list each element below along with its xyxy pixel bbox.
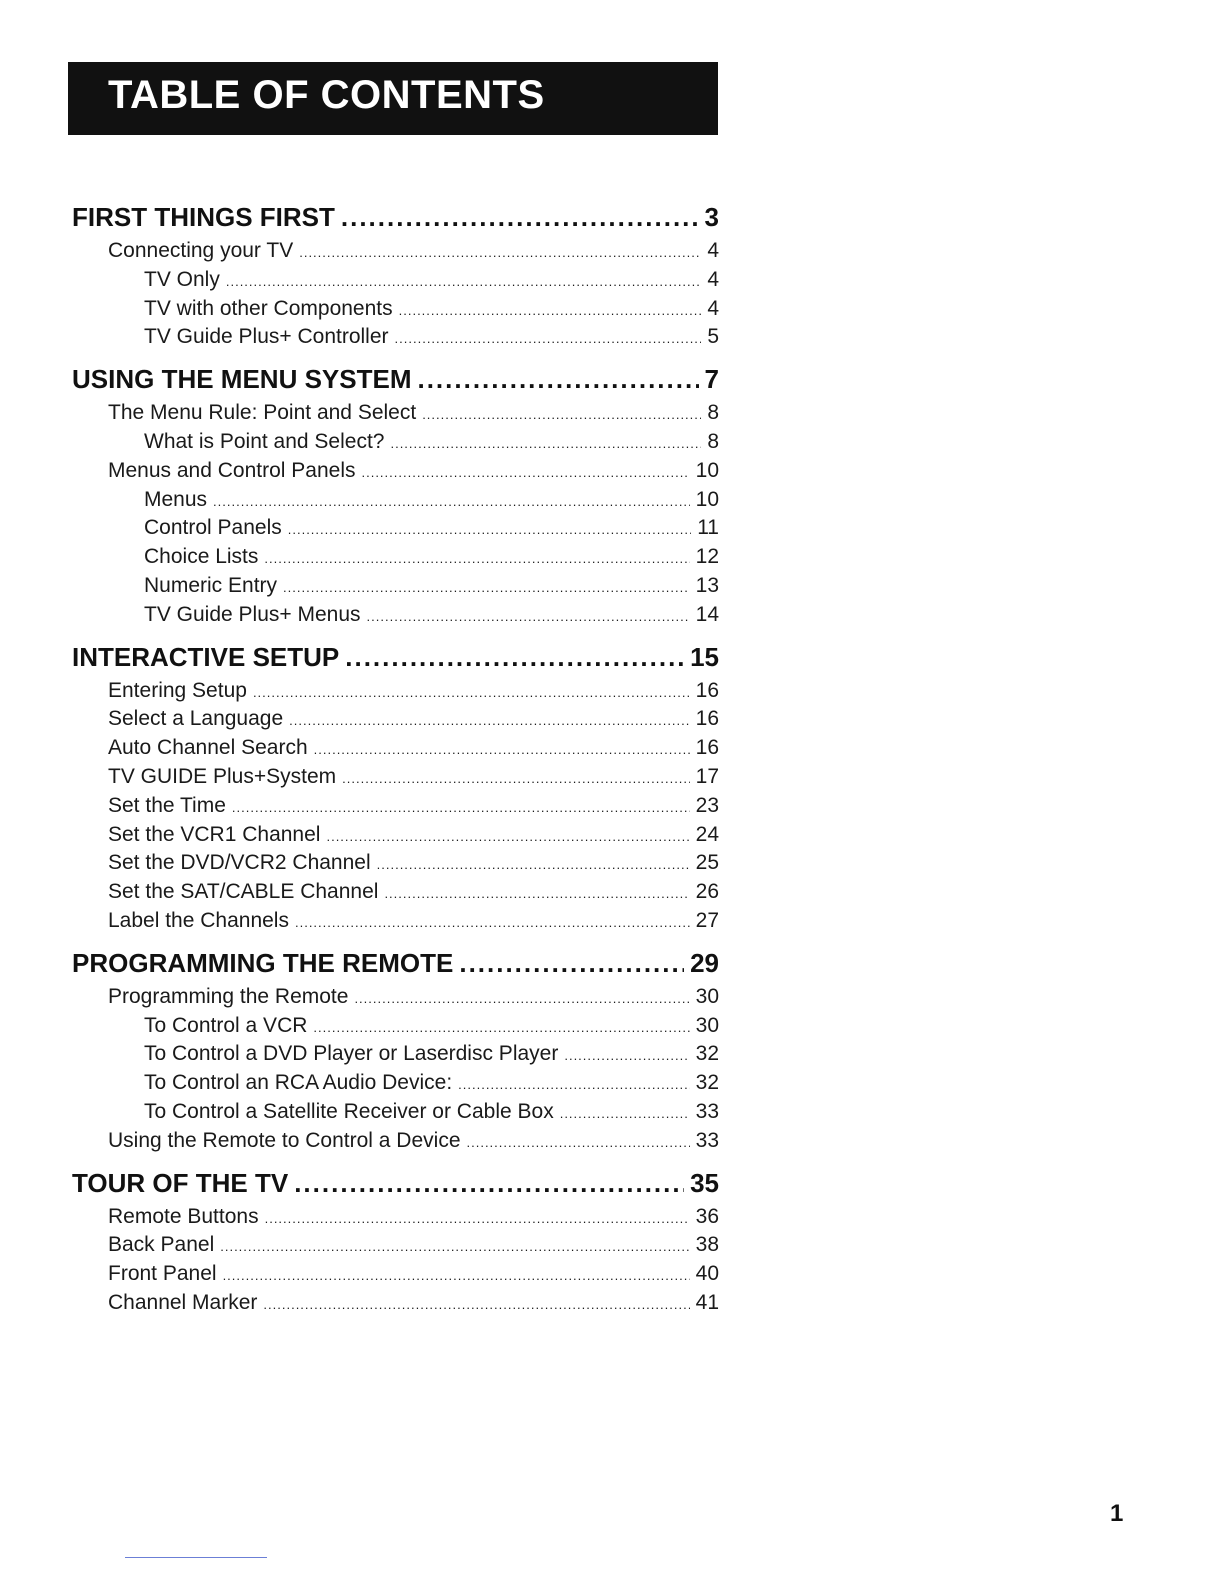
toc-section-heading-label: INTERACTIVE SETUP	[72, 641, 340, 672]
dot-leader	[289, 707, 689, 734]
toc-entry-label: Label the Channels	[108, 908, 289, 932]
toc-subentry-label: To Control an RCA Audio Device:	[144, 1071, 453, 1095]
toc-subentry-page: 33	[695, 1099, 719, 1123]
toc-subentry-label: Numeric Entry	[144, 573, 278, 597]
toc-subentry-label: To Control a VCR	[144, 1013, 308, 1037]
toc-subentry[interactable]	[72, 1098, 719, 1127]
footer-rule	[125, 1557, 267, 1558]
toc-subentry[interactable]	[72, 266, 719, 295]
table-of-contents	[72, 198, 719, 1326]
toc-section	[72, 944, 719, 1156]
dot-leader	[377, 851, 690, 878]
toc-subentry-page: 32	[695, 1071, 719, 1095]
toc-subentry-page: 30	[695, 1013, 719, 1037]
toc-entry[interactable]	[72, 457, 719, 486]
toc-section-heading[interactable]	[72, 198, 719, 237]
toc-subentry[interactable]	[72, 295, 719, 324]
toc-entry-page: 16	[695, 678, 719, 702]
toc-entry[interactable]	[72, 734, 719, 763]
dot-leader	[313, 1014, 689, 1041]
toc-entry-page: 4	[707, 239, 719, 262]
toc-section-heading-page: 35	[690, 1167, 719, 1198]
dot-leader	[341, 198, 699, 237]
toc-entry-page: 16	[695, 707, 719, 731]
dot-leader	[314, 736, 690, 763]
toc-entry[interactable]	[72, 1260, 719, 1289]
toc-subentry[interactable]	[72, 514, 719, 543]
toc-entry-label: Set the VCR1 Channel	[108, 822, 321, 846]
toc-subentry-label: To Control a DVD Player or Laserdisc Player	[144, 1042, 559, 1066]
toc-entry[interactable]	[72, 878, 719, 907]
toc-entry[interactable]	[72, 1127, 719, 1156]
toc-subentry-label: Control Panels	[144, 516, 282, 540]
toc-section-heading-page: 29	[690, 947, 719, 978]
toc-subentry-page: 11	[697, 516, 719, 540]
dot-leader	[326, 823, 689, 850]
toc-entry[interactable]	[72, 763, 719, 792]
dot-leader	[399, 297, 702, 324]
dot-leader	[299, 239, 701, 266]
toc-subentry-label: TV Only	[144, 267, 220, 291]
toc-entry-label: Front Panel	[108, 1262, 217, 1286]
dot-leader	[264, 545, 689, 572]
dot-leader	[283, 574, 690, 601]
toc-entry-page: 24	[695, 822, 719, 846]
toc-subentry[interactable]	[72, 572, 719, 601]
dot-leader	[342, 765, 690, 792]
dot-leader	[467, 1129, 690, 1156]
toc-entry-page: 17	[695, 764, 719, 788]
toc-entry[interactable]	[72, 792, 719, 821]
dot-leader	[253, 679, 690, 706]
toc-entry-page: 38	[695, 1233, 719, 1257]
toc-entry-label: Entering Setup	[108, 678, 247, 702]
toc-section-heading[interactable]	[72, 1164, 719, 1203]
toc-entry-page: 41	[695, 1290, 719, 1314]
toc-subentry-label: To Control a Satellite Receiver or Cable Box	[144, 1099, 554, 1123]
toc-entry[interactable]	[72, 821, 719, 850]
toc-subentry-label: TV Guide Plus+ Controller	[144, 325, 389, 349]
dot-leader	[459, 944, 684, 983]
toc-entry-label: Menus and Control Panels	[108, 458, 356, 482]
dot-leader	[390, 430, 701, 457]
toc-section-heading-label: TOUR OF THE TV	[72, 1167, 289, 1198]
dot-leader	[263, 1291, 689, 1318]
toc-entry-page: 16	[695, 736, 719, 760]
dot-leader	[232, 794, 690, 821]
toc-entry-label: Channel Marker	[108, 1290, 258, 1314]
toc-entry-label: The Menu Rule: Point and Select	[108, 401, 417, 425]
toc-entry[interactable]	[72, 677, 719, 706]
toc-section-heading-page: 3	[704, 202, 719, 232]
toc-entry-label: Set the Time	[108, 793, 226, 817]
toc-subentry-label: Menus	[144, 487, 208, 511]
toc-section-heading-label: USING THE MENU SYSTEM	[72, 364, 412, 395]
toc-entry[interactable]	[72, 1203, 719, 1232]
toc-entry[interactable]	[72, 237, 719, 266]
toc-subentry[interactable]	[72, 1012, 719, 1041]
toc-entry-page: 27	[695, 908, 719, 932]
dot-leader	[213, 488, 690, 515]
dot-leader	[265, 1205, 690, 1232]
toc-entry-page: 25	[695, 851, 719, 875]
dot-leader	[458, 1071, 689, 1098]
toc-entry[interactable]	[72, 1231, 719, 1260]
toc-subentry-label: TV with other Components	[144, 296, 393, 320]
dot-leader	[422, 401, 701, 428]
toc-entry[interactable]	[72, 705, 719, 734]
toc-subentry[interactable]	[72, 323, 719, 352]
toc-subentry-page: 12	[695, 545, 719, 569]
toc-subentry-page: 5	[707, 325, 719, 349]
toc-entry-page: 26	[695, 880, 719, 904]
toc-section-heading[interactable]	[72, 638, 719, 677]
toc-entry[interactable]	[72, 907, 719, 936]
toc-entry-label: TV GUIDE Plus+System	[108, 764, 337, 788]
toc-entry-label: Remote Buttons	[108, 1204, 259, 1228]
toc-section	[72, 638, 719, 936]
dot-leader	[395, 325, 702, 352]
toc-section-heading-label: FIRST THINGS FIRST	[72, 202, 335, 232]
toc-entry-page: 10	[695, 458, 719, 482]
dot-leader	[367, 603, 690, 630]
dot-leader	[295, 909, 690, 936]
page-title: TABLE OF CONTENTS	[108, 73, 545, 117]
toc-entry-page: 40	[695, 1262, 719, 1286]
toc-subentry[interactable]	[72, 1069, 719, 1098]
toc-subentry[interactable]	[72, 486, 719, 515]
toc-section-heading-page: 15	[690, 641, 719, 672]
dot-leader	[564, 1042, 689, 1069]
dot-leader	[361, 459, 689, 486]
toc-subentry-page: 10	[695, 487, 719, 511]
toc-subentry-page: 8	[707, 429, 719, 453]
toc-entry-page: 30	[695, 984, 719, 1008]
dot-leader	[288, 516, 691, 543]
dot-leader	[384, 880, 689, 907]
toc-section-heading[interactable]	[72, 360, 719, 399]
toc-entry-label: Auto Channel Search	[108, 736, 308, 760]
toc-entry-label: Connecting your TV	[108, 239, 294, 262]
toc-subentry[interactable]	[72, 543, 719, 572]
dot-leader	[345, 638, 684, 677]
toc-entry-label: Set the DVD/VCR2 Channel	[108, 851, 371, 875]
toc-subentry-label: Choice Lists	[144, 545, 259, 569]
toc-entry[interactable]	[72, 849, 719, 878]
dot-leader	[560, 1100, 690, 1127]
toc-entry-label: Using the Remote to Control a Device	[108, 1128, 461, 1152]
toc-section	[72, 1164, 719, 1318]
toc-entry-label: Programming the Remote	[108, 984, 349, 1008]
dot-leader	[220, 1233, 689, 1260]
toc-subentry[interactable]	[72, 601, 719, 630]
toc-entry[interactable]	[72, 983, 719, 1012]
toc-subentry-page: 4	[707, 296, 719, 320]
toc-entry[interactable]	[72, 1289, 719, 1318]
toc-entry-page: 36	[695, 1204, 719, 1228]
toc-subentry-page: 32	[695, 1042, 719, 1066]
dot-leader	[223, 1262, 690, 1289]
toc-entry-label: Set the SAT/CABLE Channel	[108, 880, 379, 904]
dot-leader	[417, 360, 698, 399]
toc-subentry-label: TV Guide Plus+ Menus	[144, 602, 361, 626]
toc-section	[72, 360, 719, 629]
toc-subentry-label: What is Point and Select?	[144, 429, 385, 453]
toc-subentry-page: 14	[695, 602, 719, 626]
toc-subentry-page: 13	[695, 573, 719, 597]
toc-subentry-page: 4	[707, 267, 719, 291]
toc-subentry[interactable]	[72, 1040, 719, 1069]
dot-leader	[226, 268, 701, 295]
toc-subentry[interactable]	[72, 428, 719, 457]
dot-leader	[354, 985, 689, 1012]
toc-section-heading-page: 7	[704, 364, 719, 395]
toc-entry-page: 33	[695, 1128, 719, 1152]
toc-entry-label: Back Panel	[108, 1233, 215, 1257]
toc-entry-label: Select a Language	[108, 707, 284, 731]
toc-section	[72, 198, 719, 352]
toc-entry[interactable]	[72, 399, 719, 428]
toc-entry-page: 8	[707, 401, 719, 425]
toc-section-heading[interactable]	[72, 944, 719, 983]
page-number: 1	[1110, 1500, 1124, 1527]
dot-leader	[294, 1164, 684, 1203]
toc-section-heading-label: PROGRAMMING THE REMOTE	[72, 947, 454, 978]
title-banner	[68, 62, 718, 135]
toc-entry-page: 23	[695, 793, 719, 817]
